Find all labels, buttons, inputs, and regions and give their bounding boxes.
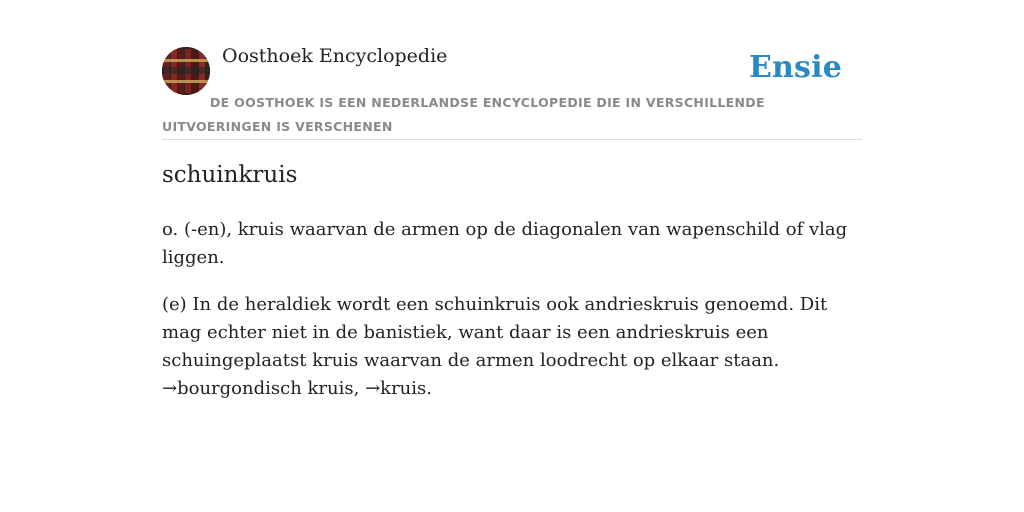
entry-definition: o. (-en), kruis waarvan de armen op de diagonalen van wapenschild of vlag liggen. xyxy=(162,219,848,268)
brand-logo[interactable]: Ensie xyxy=(748,50,842,85)
arrow-right-icon: → xyxy=(365,378,381,399)
xref-label: kruis xyxy=(380,378,427,399)
site-header xyxy=(162,0,862,140)
xref-label: bourgondisch kruis xyxy=(177,378,354,399)
xref-separator: , xyxy=(353,378,366,399)
xref-bourgondisch-kruis[interactable] xyxy=(162,378,354,399)
entry-title: schuinkruis xyxy=(162,162,298,188)
entry-note xyxy=(162,291,862,403)
site-tagline: DE OOSTHOEK IS EEN NEDERLANDSE ENCYCLOPEDIE DIE IN VERSCHILLENDE UITVOERINGEN IS VERSCHENEN xyxy=(162,95,765,134)
entry-note-text: (e) In de heraldiek wordt een schuinkruis ook andrieskruis genoemd. Dit mag echter niet in de banistiek, want daar is een andrieskruis een schuingeplaatst kruis waarvan de armen loodrecht op elkaar staan. xyxy=(162,294,828,371)
entry-end: . xyxy=(426,378,433,399)
site-name[interactable]: Oosthoek Encyclopedie xyxy=(222,45,448,67)
page xyxy=(162,0,862,399)
arrow-right-icon: → xyxy=(162,378,178,399)
xref-kruis[interactable] xyxy=(365,378,426,399)
encyclopedia-books-icon[interactable] xyxy=(162,47,210,95)
